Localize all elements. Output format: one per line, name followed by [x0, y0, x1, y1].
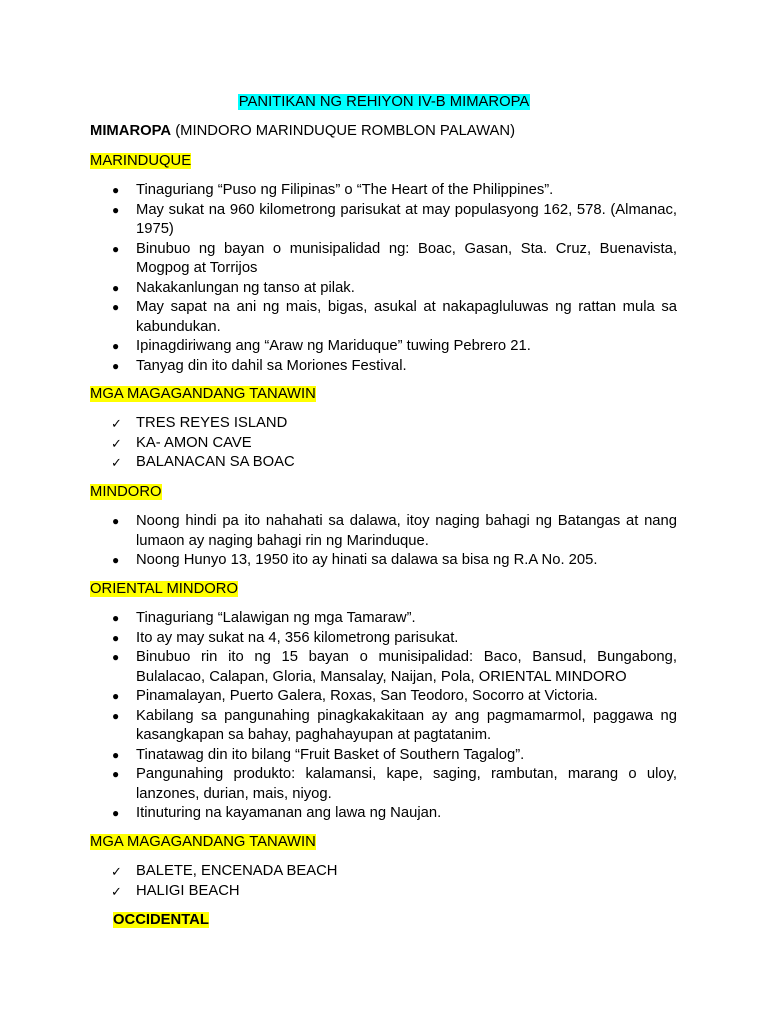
heading-mindoro: MINDORO [90, 484, 162, 500]
bullet-icon: ● [112, 747, 120, 762]
checkmark-icon: ✓ [111, 416, 122, 431]
document-title: PANITIKAN NG REHIYON IV-B MIMAROPA [238, 94, 530, 110]
list-item: ● Tinaguriang “Lalawigan ng mga Tamaraw”. [110, 609, 677, 629]
list-item: ● May sapat na ani ng mais, bigas, asukal at nakapagluluwas ng rattan mula sa kabundukan. [112, 299, 677, 335]
list-item: ● Itinuturing na kayamanan ang lawa ng Naujan. [110, 804, 677, 824]
tanawin-2-list [110, 862, 677, 901]
list-item: ● Binubuo ng bayan o munisipalidad ng: Boac, Gasan, Sta. Cruz, Buenavista, Mogpog at Torrijos [112, 240, 677, 276]
region-name: MIMAROPA [90, 123, 172, 139]
list-item: ✓ BALETE, ENCENADA BEACH [110, 862, 677, 882]
checkmark-icon: ✓ [111, 455, 122, 470]
tanawin-1-list [110, 414, 677, 473]
list-item: ● Tinaguriang “Puso ng Filipinas” o “The Heart of the Philippines”. [110, 181, 677, 201]
oriental-mindoro-list [110, 609, 677, 824]
list-item: ● Tanyag din ito dahil sa Moriones Festival. [110, 357, 677, 377]
bullet-icon: ● [112, 689, 120, 703]
bullet-icon: ● [112, 708, 120, 723]
bullet-icon: ● [112, 514, 120, 528]
region-detail: (MINDORO MARINDUQUE ROMBLON PALAWAN) [171, 123, 516, 139]
bullet-icon: ● [112, 339, 120, 353]
bullet-icon: ● [112, 806, 120, 820]
bullet-icon: ● [112, 202, 120, 217]
checkmark-icon: ✓ [111, 883, 122, 899]
bullet-icon: ● [112, 241, 120, 256]
heading-tanawin-1: MGA MAGAGANDANG TANAWIN [90, 386, 316, 402]
list-item: ● Binubuo rin ito ng 15 bayan o munisipalidad: Baco, Bansud, Bungabong, Bulalacao, Calapan, Gloria, Mansalay, Naijan, Pola, ORIENTAL MINDORO [112, 649, 677, 685]
heading-marinduque: MARINDUQUE [90, 153, 192, 169]
heading-occidental: OCCIDENTAL [113, 912, 209, 928]
list-item: ✓ HALIGI BEACH [110, 882, 677, 902]
bullet-icon: ● [112, 630, 120, 645]
heading-tanawin-2: MGA MAGAGANDANG TANAWIN [90, 834, 316, 850]
list-item: ● Ipinagdiriwang ang “Araw ng Mariduque” tuwing Pebrero 21. [110, 337, 677, 357]
list-item: ● Pinamalayan, Puerto Galera, Roxas, San Teodoro, Socorro at Victoria. [110, 687, 677, 707]
checkmark-icon: ✓ [111, 864, 122, 879]
list-item: ● Ito ay may sukat na 4, 356 kilometrong parisukat. [110, 629, 677, 649]
list-item: ● Noong Hunyo 13, 1950 ito ay hinati sa dalawa sa bisa ng R.A No. 205. [110, 551, 677, 571]
list-item: ✓ BALANACAN SA BOAC [110, 453, 677, 473]
list-item: ✓ TRES REYES ISLAND [110, 414, 677, 434]
bullet-icon: ● [112, 611, 120, 625]
bullet-icon: ● [112, 280, 120, 295]
checkmark-icon: ✓ [111, 435, 122, 451]
bullet-icon: ● [112, 300, 120, 314]
bullet-icon: ● [112, 553, 120, 567]
region-line [90, 122, 515, 141]
heading-oriental-mindoro: ORIENTAL MINDORO [90, 581, 238, 597]
list-item: ● Nakakanlungan ng tanso at pilak. [110, 279, 677, 299]
list-item: ● Pangunahing produkto: kalamansi, kape, saging, rambutan, marang o uloy, lanzones, durian, mais, niyog. [112, 766, 677, 802]
list-item: ● Kabilang sa pangunahing pinagkakakitaan ay ang pagmamarmol, paggawa ng kasangkapan sa bahay, paghahayupan at pagtatanim. [112, 707, 677, 743]
list-item: ✓ KA- AMON CAVE [110, 434, 677, 454]
list-item: ● Tinatawag din ito bilang “Fruit Basket of Southern Tagalog”. [110, 746, 677, 766]
list-item: ● Noong hindi pa ito nahahati sa dalawa, itoy naging bahagi ng Batangas at nang lumaon ay naging bahagi rin ng Marinduque. [112, 513, 677, 549]
list-item: ● May sukat na 960 kilometrong parisukat at may populasyong 162, 578. (Almanac, 1975) [112, 201, 677, 237]
mindoro-list [110, 512, 677, 571]
bullet-icon: ● [112, 650, 120, 664]
bullet-icon: ● [112, 183, 120, 197]
bullet-icon: ● [112, 358, 120, 373]
marinduque-list [110, 181, 677, 376]
bullet-icon: ● [112, 767, 120, 781]
